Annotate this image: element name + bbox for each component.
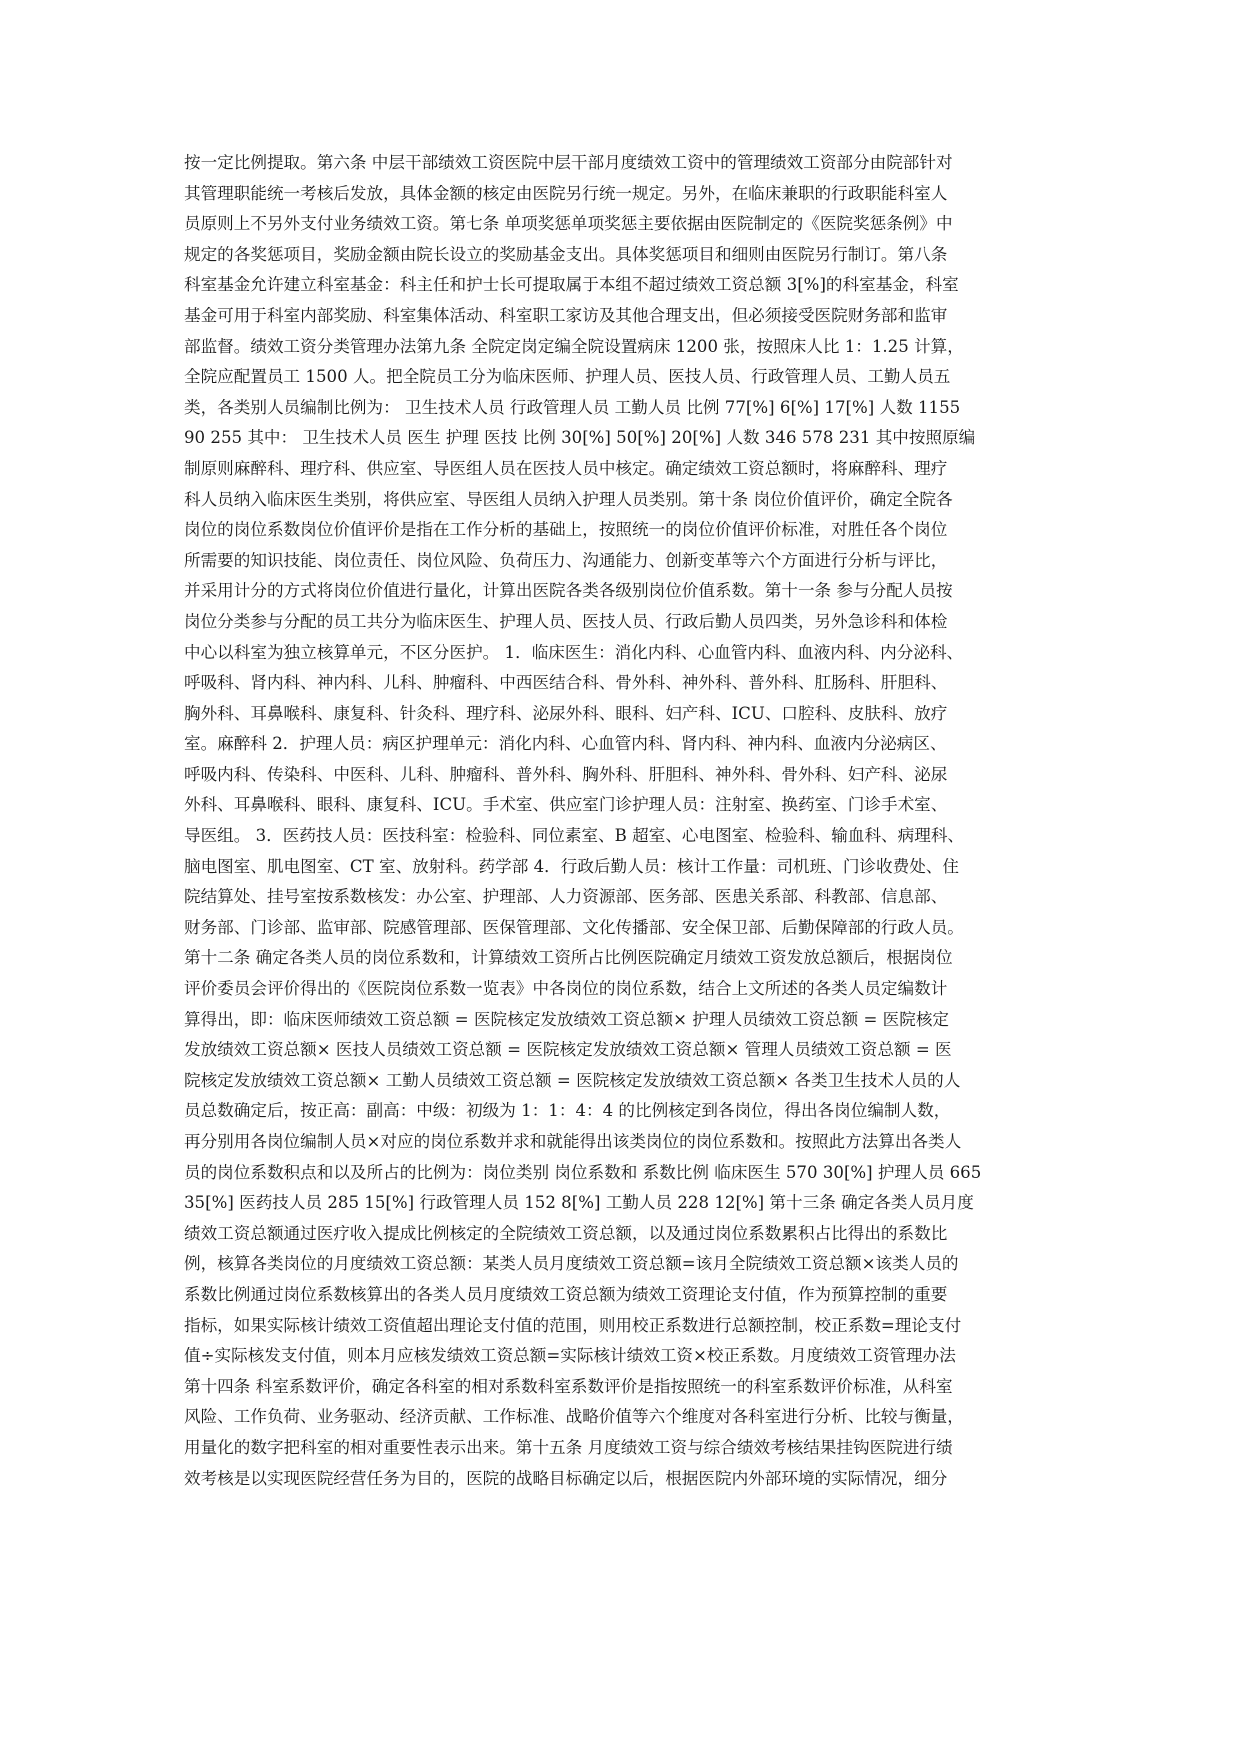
text-line: 岗位的岗位系数岗位价值评价是指在工作分析的基础上，按照统一的岗位价值评价标准，对胜任各个岗位 [184,520,948,540]
text-line: 例，核算各类岗位的月度绩效工资总额：某类人员月度绩效工资总额=该月全院绩效工资总额×该类人员的 [184,1254,959,1274]
text-line: 评价委员会评价得出的《医院岗位系数一览表》中各岗位的岗位系数，结合上文所述的各类人员定编数计 [184,979,948,999]
text-line: 类，各类别人员编制比例为： 卫生技术人员 行政管理人员 工勤人员 比例 77[%] 6[%] 17[%] 人数 1155 [184,397,961,417]
text-line: 院核定发放绩效工资总额× 工勤人员绩效工资总额 = 医院核定发放绩效工资总额× 各类卫生技术人员的人 [184,1070,961,1090]
text-line: 中心以科室为独立核算单元，不区分医护。 1．临床医生：消化内科、心血管内科、血液内科、内分泌科、 [184,642,964,662]
text-line: 员的岗位系数积点和以及所占的比例为：岗位类别 岗位系数和 系数比例 临床医生 570 30[%] 护理人员 665 [184,1162,982,1182]
text-line: 其管理职能统一考核后发放，具体金额的核定由医院另行统一规定。另外，在临床兼职的行政职能科室人 [184,183,948,203]
text-line: 全院应配置员工 1500 人。把全院员工分为临床医师、护理人员、医技人员、行政管理人员、工勤人员五 [184,367,951,387]
text-line: 所需要的知识技能、岗位责任、岗位风险、负荷压力、沟通能力、创新变革等六个方面进行分析与评比， [184,550,948,570]
text-line: 风险、工作负荷、业务驱动、经济贡献、工作标准、战略价值等六个维度对各科室进行分析、比较与衡量， [184,1407,964,1427]
text-line: 第十二条 确定各类人员的岗位系数和，计算绩效工资所占比例医院确定月绩效工资发放总额后，根据岗位 [184,948,953,968]
text-line: 财务部、门诊部、监审部、院感管理部、医保管理部、文化传播部、安全保卫部、后勤保障部的行政人员。 [184,917,964,937]
text-line: 员总数确定后，按正高：副高：中级：初级为 1：1：4：4 的比例核定到各岗位，得出各岗位编制人数， [184,1101,951,1121]
text-line: 90 255 其中： 卫生技术人员 医生 护理 医技 比例 30[%] 50[%] 20[%] 人数 346 578 231 其中按照原编 [184,428,976,448]
text-line: 第十四条 科室系数评价，确定各科室的相对系数科室系数评价是指按照统一的科室系数评价标准，从科室 [184,1376,953,1396]
text-line: 呼吸内科、传染科、中医科、儿科、肿瘤科、普外科、胸外科、肝胆科、神外科、骨外科、妇产科、泌尿 [184,764,948,784]
text-line: 呼吸科、肾内科、神内科、儿科、肿瘤科、中西医结合科、骨外科、神外科、普外科、肛肠科、肝胆科、 [184,673,948,693]
text-line: 效考核是以实现医院经营任务为目的，医院的战略目标确定以后，根据医院内外部环境的实际情况，细分 [184,1468,948,1488]
text-line: 发放绩效工资总额× 医技人员绩效工资总额 = 医院核定发放绩效工资总额× 管理人员绩效工资总额 = 医 [184,1040,952,1060]
body-text [184,148,1084,1494]
text-line: 基金可用于科室内部奖励、科室集体活动、科室职工家访及其他合理支出，但必须接受医院财务部和监审 [184,305,948,325]
text-line: 科人员纳入临床医生类别，将供应室、导医组人员纳入护理人员类别。第十条 岗位价值评价，确定全院各 [184,489,953,509]
text-line: 绩效工资总额通过医疗收入提成比例核定的全院绩效工资总额，以及通过岗位系数累积占比得出的系数比 [184,1223,948,1243]
text-line: 员原则上不另外支付业务绩效工资。第七条 单项奖惩单项奖惩主要依据由医院制定的《医院奖惩条例》中 [184,214,953,234]
text-line: 部监督。绩效工资分类管理办法第九条 全院定岗定编全院设置病床 1200 张，按照床人比 1：1.25 计算， [184,336,964,356]
text-line: 值÷实际核发支付值，则本月应核发绩效工资总额=实际核计绩效工资×校正系数。月度绩效工资管理办法 [184,1346,956,1366]
text-line: 并采用计分的方式将岗位价值进行量化，计算出医院各类各级别岗位价值系数。第十一条 参与分配人员按 [184,581,953,601]
text-line: 科室基金允许建立科室基金：科主任和护士长可提取属于本组不超过绩效工资总额 3[%]的科室基金，科室 [184,275,959,295]
text-line: 用量化的数字把科室的相对重要性表示出来。第十五条 月度绩效工资与综合绩效考核结果挂钩医院进行绩 [184,1437,953,1457]
text-line: 再分别用各岗位编制人员×对应的岗位系数并求和就能得出该类岗位的岗位系数和。按照此方法算出各类人 [184,1132,962,1151]
text-line: 35[%] 医药技人员 285 15[%] 行政管理人员 152 8[%] 工勤人员 228 12[%] 第十三条 确定各类人员月度 [184,1193,974,1213]
text-line: 岗位分类参与分配的员工共分为临床医生、护理人员、医技人员、行政后勤人员四类，另外急诊科和体检 [184,611,948,631]
text-line: 制原则麻醉科、理疗科、供应室、导医组人员在医技人员中核定。确定绩效工资总额时，将麻醉科、理疗 [184,458,948,478]
text-line: 脑电图室、肌电图室、CT 室、放射科。药学部 4．行政后勤人员：核计工作量：司机班、门诊收费处、住 [184,856,959,876]
text-line: 系数比例通过岗位系数核算出的各类人员月度绩效工资总额为绩效工资理论支付值，作为预算控制的重要 [184,1284,948,1304]
text-line: 导医组。 3．医药技人员：医技科室：检验科、同位素室、B 超室、心电图室、检验科、输血科、病理科、 [184,826,965,846]
text-line: 院结算处、挂号室按系数核发：办公室、护理部、人力资源部、医务部、医患关系部、科教部、信息部、 [184,887,948,907]
text-line: 规定的各奖惩项目，奖励金额由院长设立的奖励基金支出。具体奖惩项目和细则由医院另行制订。第八条 [184,244,948,264]
text-line: 外科、耳鼻喉科、眼科、康复科、ICU。手术室、供应室门诊护理人员：注射室、换药室、门诊手术室、 [184,795,948,815]
text-line: 算得出，即：临床医师绩效工资总额 = 医院核定发放绩效工资总额× 护理人员绩效工资总额 = 医院核定 [184,1009,950,1029]
text-line: 室。麻醉科 2．护理人员：病区护理单元：消化内科、心血管内科、肾内科、神内科、血液内分泌病区、 [184,734,947,754]
text-line: 胸外科、耳鼻喉科、康复科、针灸科、理疗科、泌尿外科、眼科、妇产科、ICU、口腔科、皮肤科、放疗 [184,703,948,723]
text-line: 按一定比例提取。第六条 中层干部绩效工资医院中层干部月度绩效工资中的管理绩效工资部分由院部针对 [184,153,953,172]
text-line: 指标，如果实际核计绩效工资值超出理论支付值的范围，则用校正系数进行总额控制，校正系数=理论支付 [184,1315,962,1335]
